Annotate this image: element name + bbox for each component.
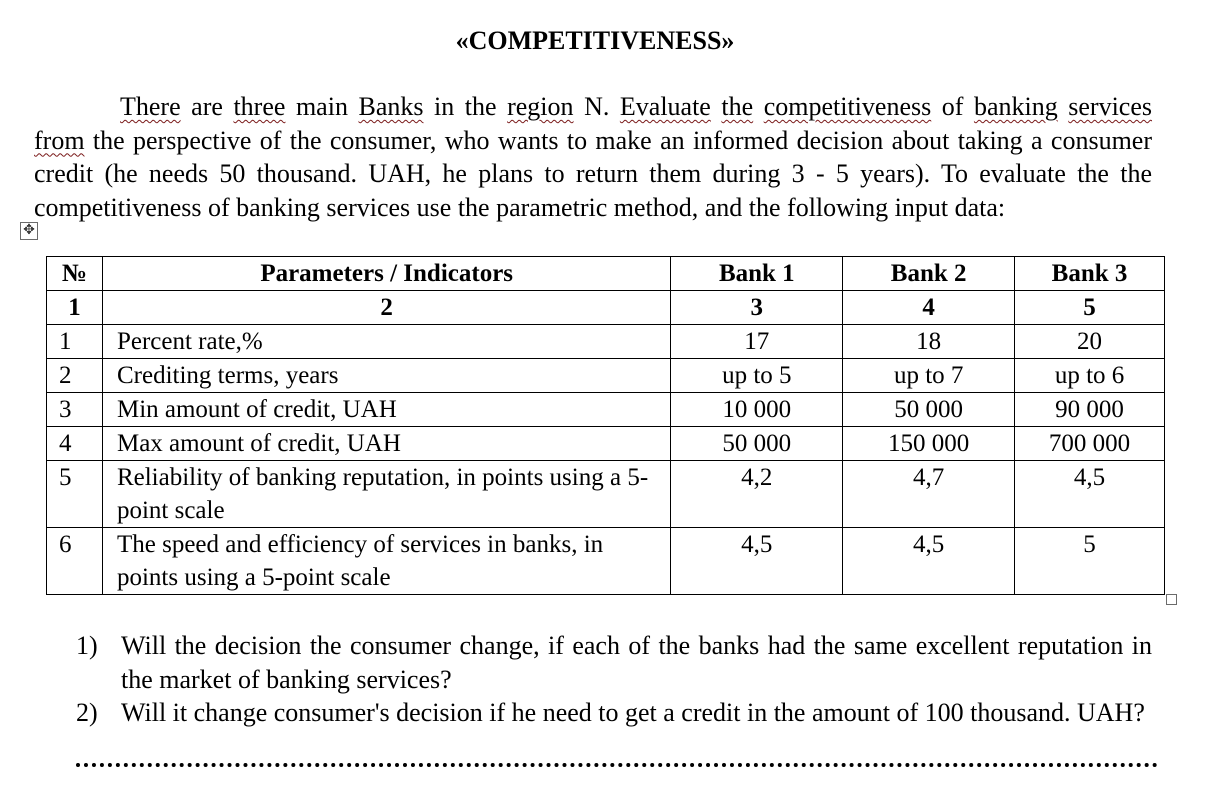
row-parameter: The speed and efficiency of services in banks, in points using a 5-point scale xyxy=(102,528,670,595)
intro-paragraph xyxy=(34,90,1152,224)
intro-word: region xyxy=(507,92,574,121)
questions-list xyxy=(76,629,1152,730)
table-row xyxy=(47,461,1165,528)
intro-word: banking xyxy=(973,92,1058,121)
table-row xyxy=(47,325,1165,359)
row-index: 5 xyxy=(47,461,103,528)
table-row xyxy=(47,359,1165,393)
row-bank-3-value: 5 xyxy=(1015,528,1165,595)
table-header-row xyxy=(47,257,1165,291)
list-item xyxy=(76,696,1152,730)
row-bank-2-value: 18 xyxy=(843,325,1015,359)
row-bank-2-value: up to 7 xyxy=(843,359,1015,393)
column-number: 4 xyxy=(843,291,1015,325)
row-index: 2 xyxy=(47,359,103,393)
intro-word: Evaluate xyxy=(619,92,711,121)
row-bank-3-value: up to 6 xyxy=(1015,359,1165,393)
table-resize-handle-icon[interactable] xyxy=(1166,594,1177,605)
row-bank-2-value: 50 000 xyxy=(843,393,1015,427)
intro-text xyxy=(1058,92,1069,121)
row-parameter: Crediting terms, years xyxy=(102,359,670,393)
page-title: «COMPETITIVENESS» xyxy=(455,26,735,55)
bank-parameters-table xyxy=(46,256,1165,595)
header-bank-2: Bank 2 xyxy=(843,257,1015,291)
row-parameter: Reliability of banking reputation, in points using a 5-point scale xyxy=(102,461,670,528)
row-bank-1-value: 4,2 xyxy=(671,461,843,528)
column-number-row xyxy=(47,291,1165,325)
table-move-handle-icon[interactable]: ✥ xyxy=(20,222,38,240)
intro-text: the perspective of the consumer, who wants to make an informed decision about taking a consumer credit (he needs 50 thousand. UAH, he plans to return them during 3 - 5 years). To evaluate the the competitiveness of banking services use the parametric method, and the following input data: xyxy=(34,125,1152,222)
row-bank-3-value: 90 000 xyxy=(1015,393,1165,427)
row-bank-2-value: 4,5 xyxy=(843,528,1015,595)
row-bank-3-value: 20 xyxy=(1015,325,1165,359)
row-parameter: Percent rate,% xyxy=(102,325,670,359)
header-bank-3: Bank 3 xyxy=(1015,257,1165,291)
header-parameters: Parameters / Indicators xyxy=(102,257,670,291)
question-text: Will the decision the consumer change, if each of the banks had the same excellent reputation in the market of banking services? xyxy=(121,631,1152,694)
intro-word: competitiveness xyxy=(763,92,932,121)
row-bank-1-value: 4,5 xyxy=(671,528,843,595)
intro-word: the xyxy=(721,92,754,121)
intro-text: of xyxy=(931,92,974,121)
header-number: № xyxy=(47,257,103,291)
row-index: 6 xyxy=(47,528,103,595)
row-index: 1 xyxy=(47,325,103,359)
header-bank-1: Bank 1 xyxy=(671,257,843,291)
column-number: 1 xyxy=(47,291,103,325)
intro-word: three xyxy=(233,92,286,121)
question-number: 2) xyxy=(76,698,98,727)
row-bank-1-value: 17 xyxy=(671,325,843,359)
intro-word: Banks xyxy=(358,92,424,121)
row-bank-1-value: up to 5 xyxy=(671,359,843,393)
row-bank-3-value: 4,5 xyxy=(1015,461,1165,528)
row-bank-2-value: 150 000 xyxy=(843,427,1015,461)
page-break-line xyxy=(76,763,1158,767)
row-bank-1-value: 50 000 xyxy=(671,427,843,461)
row-index: 4 xyxy=(47,427,103,461)
row-parameter: Min amount of credit, UAH xyxy=(102,393,670,427)
intro-text: are xyxy=(180,92,234,121)
intro-word: There xyxy=(120,92,181,121)
intro-word: from xyxy=(34,125,85,155)
intro-word: services xyxy=(1068,92,1153,121)
row-bank-2-value: 4,7 xyxy=(843,461,1015,528)
intro-text xyxy=(753,92,764,121)
list-item xyxy=(76,629,1152,696)
table-row xyxy=(47,528,1165,595)
question-number: 1) xyxy=(76,631,98,660)
intro-text: N. xyxy=(573,92,620,121)
question-text: Will it change consumer's decision if he need to get a credit in the amount of 100 thousand. UAH? xyxy=(121,698,1145,727)
row-parameter: Max amount of credit, UAH xyxy=(102,427,670,461)
table-row xyxy=(47,427,1165,461)
column-number: 5 xyxy=(1015,291,1165,325)
row-bank-3-value: 700 000 xyxy=(1015,427,1165,461)
column-number: 2 xyxy=(102,291,670,325)
intro-text: main xyxy=(285,92,359,121)
row-bank-1-value: 10 000 xyxy=(671,393,843,427)
intro-text: in the xyxy=(423,92,508,121)
table-row xyxy=(47,393,1165,427)
row-index: 3 xyxy=(47,393,103,427)
intro-text xyxy=(711,92,722,121)
column-number: 3 xyxy=(671,291,843,325)
